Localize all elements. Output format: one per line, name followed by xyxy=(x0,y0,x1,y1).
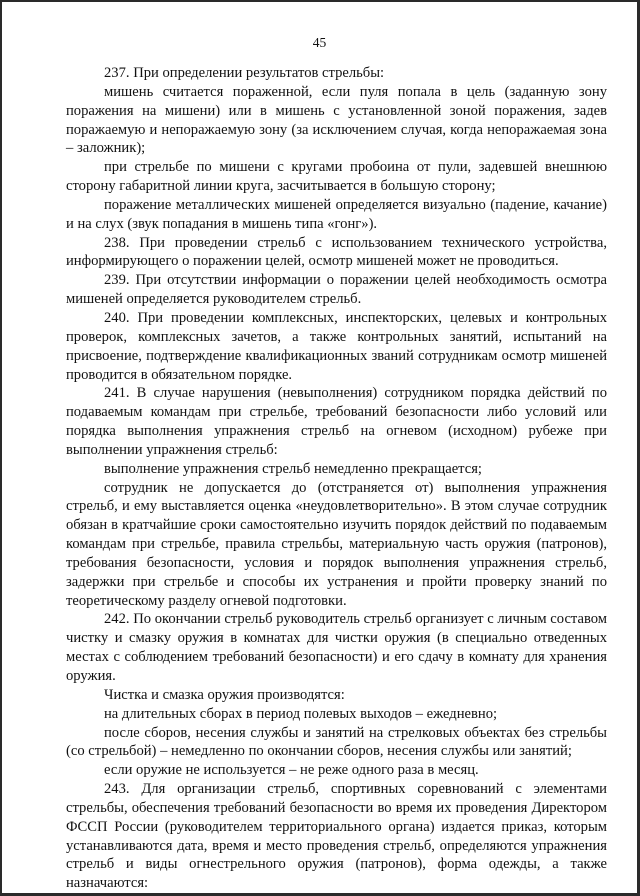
paragraph-241-removal: сотрудник не допускается до (отстраняется от) выполнения упражнения стрельб, и ему выставляется оценка «неудовлетворительно». В этом случае сотрудник обязан в кратчайшие сроки самостоятельно изучить порядок действий по подаваемым командам при стрельбе, правила стрельбы, материальную часть оружия (патронов), требования безопасности, условия и порядок выполнения упражнения стрельб, задержки при стрельбе и способы их устранения и пройти проверку знаний по теоретическому разделу огневой подготовки. xyxy=(66,479,607,609)
paragraph-239: 239. При отсутствии информации о поражении целей необходимость осмотра мишеней определяется руководителем стрельб. xyxy=(66,272,607,308)
paragraph-240: 240. При проведении комплексных, инспекторских, целевых и контрольных проверок, комплексных зачетов, а также контрольных занятий, испытаний на присвоение, подтверждение квалификационных званий сотрудникам осмотр мишеней проводится в обязательном порядке. xyxy=(66,309,607,383)
paragraph-cleaning-daily: на длительных сборах в период полевых выходов – ежедневно; xyxy=(104,705,498,722)
document-body xyxy=(66,64,607,893)
paragraph-238: 238. При проведении стрельб с использованием технического устройства, информирующего о поражении целей, осмотр мишеней может не проводиться. xyxy=(66,234,607,270)
paragraph-241: 241. В случае нарушения (невыполнения) сотрудником порядка действий по подаваемым командам при стрельбе, требований безопасности либо условий или порядка выполнения упражнения стрельб на огневом (исходном) рубеже при выполнении упражнения стрельб: xyxy=(66,385,607,458)
paragraph-cleaning-after: после сборов, несения службы и занятий на стрелковых объектах без стрельбы (со стрельбой) – немедленно по окончании сборов, несения службы или занятий; xyxy=(66,724,607,760)
page-number: 45 xyxy=(312,35,327,50)
paragraph-circle-target: при стрельбе по мишени с кругами пробоина от пули, задевшей внешнюю сторону габаритной линии круга, засчитывается в большую сторону; xyxy=(66,159,607,195)
paragraph-237-heading: 237. При определении результатов стрельбы: xyxy=(104,65,385,81)
paragraph-242: 242. По окончании стрельб руководитель стрельб организует с личным составом чистку и смазку оружия в комнатах для чистки оружия (в специально отведенных местах с соблюдением требований безопасности) и его сдачу в комнату для хранения оружия. xyxy=(66,611,607,684)
paragraph-243: 243. Для организации стрельб, спортивных соревнований с элементами стрельбы, обеспечения требований безопасности во время их проведения Директором ФССП России (руководителем территориального органа) издается приказ, которым устанавливаются дата, время и место проведения стрельб, определяются упражнения стрельб и виды огнестрельного оружия (патронов), форма одежды, а также назначаются: xyxy=(66,781,607,892)
paragraph-cleaning-monthly: если оружие не используется – не реже одного раза в месяц. xyxy=(104,762,479,779)
paragraph-241-stop: выполнение упражнения стрельб немедленно прекращается; xyxy=(104,460,482,477)
paragraph-metal-target: поражение металлических мишеней определяется визуально (падение, качание) и на слух (звук попадания в мишень типа «гонг»). xyxy=(66,196,607,232)
paragraph-cleaning-heading: Чистка и смазка оружия производятся: xyxy=(104,686,345,703)
paragraph-target-hit: мишень считается пораженной, если пуля попала в цель (заданную зону поражения на мишени) или в мишень с установленной зоной поражения, задев поражаемую и непоражаемую зону (за исключением случая, когда непоражаемая зона – заложник); xyxy=(66,83,607,157)
